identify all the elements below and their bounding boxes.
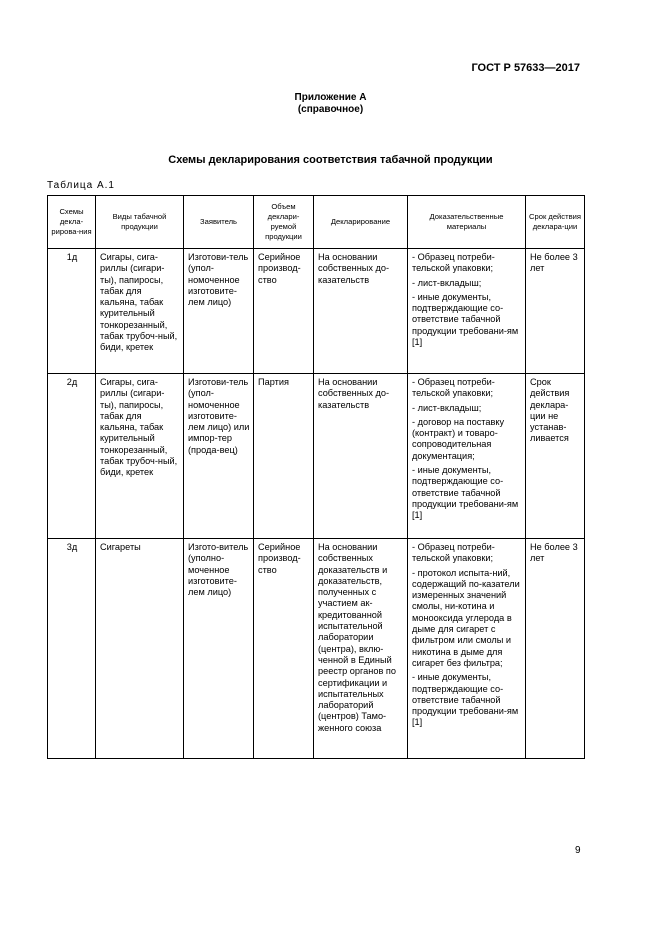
table-row xyxy=(48,539,585,759)
appendix-subtitle: (справочное) xyxy=(297,104,364,115)
declaration-cell: На основании собственных доказательств и доказательств, полученных с участием ак-кредитованной испытательной лаборатории (центра), вклю-ченной в Единый реестр органов по сертификации и испытательных лабораторий (центров) Тамо-женного союза xyxy=(314,539,408,759)
evidence-item: - Образец потреби-тельской упаковки; xyxy=(412,542,495,564)
evidence-item: - иные документы, подтверждающие со-ответствие табачной продукции требовани-ям [1] xyxy=(412,672,519,728)
table-row xyxy=(48,374,585,539)
evidence-cell xyxy=(408,539,526,759)
column-header: Заявитель xyxy=(184,196,254,249)
applicant-cell: Изготови-тель (упол-номоченное изготовите-лем лицо) xyxy=(184,249,254,374)
table-header-row xyxy=(48,196,585,249)
column-header: Срок действия деклара-ции xyxy=(526,196,585,249)
scheme-cell: 2д xyxy=(48,374,96,539)
products-cell: Сигары, сига-риллы (сигари-ты), папиросы, табак для кальяна, табак курительный тонкорезанный, табак трубоч-ный, биди, кретек xyxy=(96,374,184,539)
declaration-cell: На основании собственных до-казательств xyxy=(314,374,408,539)
volume-cell: Серийное производ-ство xyxy=(254,249,314,374)
evidence-item: - иные документы, подтверждающие со-ответствие табачной продукции требовани-ям [1] xyxy=(412,465,519,521)
column-header: Объем деклари-руемой продукции xyxy=(254,196,314,249)
column-header: Виды табачной продукции xyxy=(96,196,184,249)
evidence-item: - лист-вкладыш; xyxy=(412,402,482,413)
column-header: Схемы декла-рирова-ния xyxy=(48,196,96,249)
evidence-item: - протокол испыта-ний, содержащий по-казатели измеренных значений смолы, ни-котина и монооксида углерода в дыме для сигарет с фильтром или смолы и никотина в дыме для сигарет без фильтра; xyxy=(412,567,520,668)
column-header: Декларирование xyxy=(314,196,408,249)
appendix-title: Приложение А xyxy=(294,92,367,103)
declaration-cell: На основании собственных до-казательств xyxy=(314,249,408,374)
evidence-item: - Образец потреби-тельской упаковки; xyxy=(412,377,495,399)
term-cell: Не более 3 лет xyxy=(526,539,585,759)
declaration-schemes-table xyxy=(47,195,585,759)
products-cell: Сигары, сига-риллы (сигари-ты), папиросы, табак для кальяна, табак курительный тонкорезанный, табак трубоч-ный, биди, кретек xyxy=(96,249,184,374)
volume-cell: Партия xyxy=(254,374,314,539)
document-code: ГОСТ Р 57633—2017 xyxy=(471,62,580,74)
scheme-cell: 1д xyxy=(48,249,96,374)
page-number: 9 xyxy=(575,845,581,856)
column-header: Доказательственные материалы xyxy=(408,196,526,249)
products-cell: Сигареты xyxy=(96,539,184,759)
evidence-item: - договор на поставку (контракт) и товаро-сопроводительная документация; xyxy=(412,416,505,461)
evidence-item: - Образец потреби-тельской упаковки; xyxy=(412,252,495,274)
term-cell: Срок действия деклара-ции не устанав-ливается xyxy=(526,374,585,539)
applicant-cell: Изгото-витель (уполно-моченное изготовите-лем лицо) xyxy=(184,539,254,759)
applicant-cell: Изготови-тель (упол-номоченное изготовите-лем лицо) или импор-тер (прода-вец) xyxy=(184,374,254,539)
section-title: Схемы декларирования соответствия табачной продукции xyxy=(168,154,493,166)
evidence-item: - лист-вкладыш; xyxy=(412,277,482,288)
evidence-item: - иные документы, подтверждающие со-ответствие табачной продукции требовани-ям [1] xyxy=(412,291,519,348)
table-caption: Таблица А.1 xyxy=(47,180,115,191)
appendix-heading xyxy=(0,92,661,116)
evidence-cell xyxy=(408,249,526,374)
term-cell: Не более 3 лет xyxy=(526,249,585,374)
table-row xyxy=(48,249,585,374)
volume-cell: Серийное производ-ство xyxy=(254,539,314,759)
scheme-cell: 3д xyxy=(48,539,96,759)
evidence-cell xyxy=(408,374,526,539)
